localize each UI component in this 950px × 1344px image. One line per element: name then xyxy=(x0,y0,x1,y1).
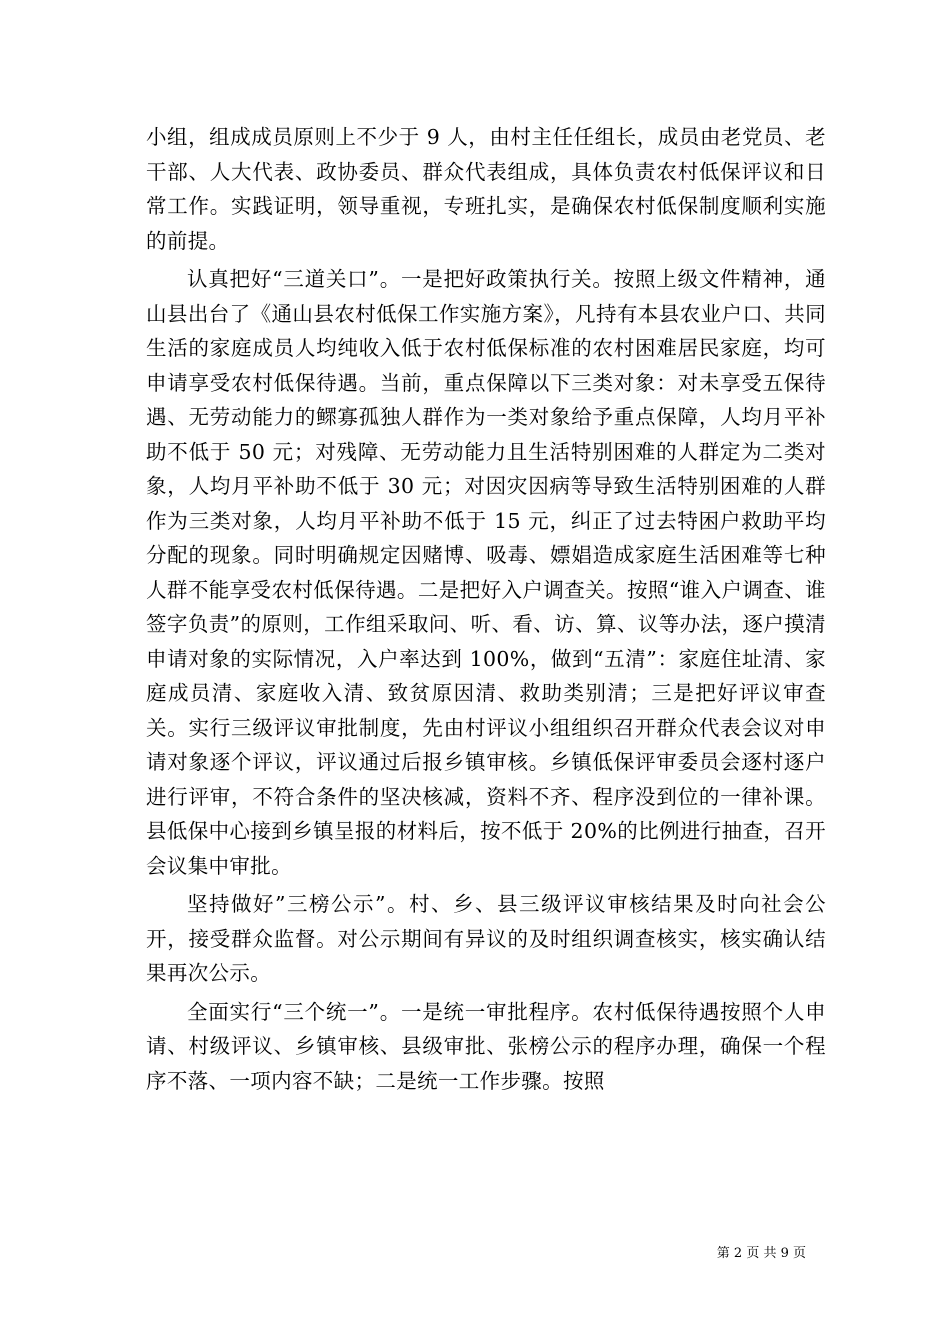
paragraph-4: 全面实行“三个统一”。一是统一审批程序。农村低保待遇按照个人申请、村级评议、乡镇审核、县级审批、张榜公示的程序办理，确保一个程序不落、一项内容不缺；二是统一工作步骤。按照 xyxy=(146,999,826,1093)
paragraph-2: 认真把好“三道关口”。一是把好政策执行关。按照上级文件精神，通山县出台了《通山县农村低保工作实施方案》，凡持有本县农业户口、共同生活的家庭成员人均纯收入低于农村低保标准的农村困难居民家庭，均可申请享受农村低保待遇。当前，重点保障以下三类对象：对未享受五保待遇、无劳动能力的鳏寡孤独人群作为一类对象给予重点保障，人均月平补助不低于 50 元；对残障、无劳动能力且生活特别困难的人群定为二类对象，人均月平补助不低于 30 元；对因灾因病等导致生活特别困难的人群作为三类对象，人均月平补助不低于 15 元，纠正了过去特困户救助平均分配的现象。同时明确规定因赌博、吸毒、嫖娼造成家庭生活困难等七种人群不能享受农村低保待遇。二是把好入户调查关。按照“谁入户调查、谁签字负责”的原则，工作组采取问、听、看、访、算、议等办法，逐户摸清申请对象的实际情况，入户率达到 100%，做到“五清”：家庭住址清、家庭成员清、家庭收入清、致贫原因清、救助类别清；三是把好评议审查关。实行三级评议审批制度，先由村评议小组组织召开群众代表会议对申请对象逐个评议，评议通过后报乡镇审核。乡镇低保评审委员会逐村逐户进行评审，不符合条件的坚决核减，资料不齐、程序没到位的一律补课。县低保中心接到乡镇呈报的材料后，按不低于 20%的比例进行抽查，召开会议集中审批。 xyxy=(146,267,826,878)
document-body xyxy=(146,120,826,1102)
paragraph-1: 小组，组成成员原则上不少于 9 人，由村主任任组长，成员由老党员、老干部、人大代表、政协委员、群众代表组成，具体负责农村低保评议和日常工作。实践证明，领导重视，专班扎实，是确保农村低保制度顺利实施的前提。 xyxy=(146,125,826,253)
paragraph-3: 坚持做好”三榜公示”。村、乡、县三级评议审核结果及时向社会公开，接受群众监督。对公示期间有异议的及时组织调查核实，核实确认结果再次公示。 xyxy=(146,892,826,985)
page-number-footer: 第 2 页 共 9 页 xyxy=(716,1246,806,1261)
